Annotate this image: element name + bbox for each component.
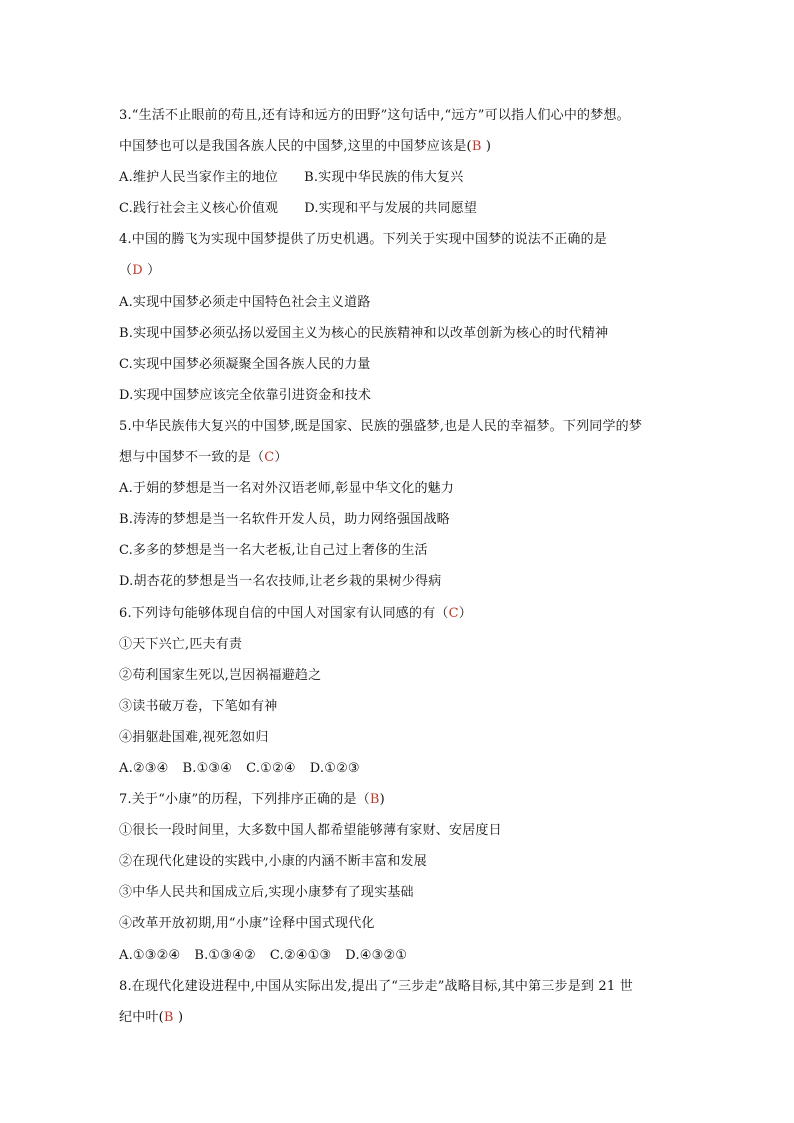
q4-option-b: B.实现中国梦必须弘扬以爱国主义为核心的民族精神和以改革创新为核心的时代精神 <box>119 325 609 341</box>
q7-answer: B <box>369 792 380 808</box>
q5-close-paren: ） <box>274 450 288 466</box>
q5-option-c: C.多多的梦想是当一名大老板,让自己过上奢侈的生活 <box>119 543 428 559</box>
q6-stem-text: 6.下列诗句能够体现自信的中国人对国家有认同感的有（ <box>119 605 449 621</box>
q6-item-3: ③读书破万卷，下笔如有神 <box>119 698 278 714</box>
q4-answer: D <box>132 263 143 279</box>
q4-stem-line1: 4.中国的腾飞为实现中国梦提供了历史机遇。下列关于实现中国梦的说法不正确的是 <box>119 232 608 248</box>
q3-close-paren: ) <box>481 139 492 155</box>
q7-options-row <box>119 940 681 971</box>
q4-option-d: D.实现中国梦应该完全依靠引进资金和技术 <box>119 387 372 403</box>
q6-option-a: A.②③④ <box>119 760 169 776</box>
q8-stem-line1: 8.在现代化建设进程中,中国从实际出发,提出了“三步走”战略目标,其中第三步是到 21 世 <box>119 978 633 994</box>
q3-stem-line2 <box>119 131 681 162</box>
q7-item-3: ③中华人民共和国成立后,实现小康梦有了现实基础 <box>119 885 414 901</box>
q4-close-paren: ） <box>142 263 161 279</box>
q6-option-c: C.①②④ <box>246 760 296 776</box>
q7-stem-text: 7.关于“小康”的历程，下列排序正确的是（ <box>119 792 370 808</box>
q8-answer: B <box>163 1009 174 1025</box>
q7-option-b: B.①③④② <box>194 947 256 963</box>
q6-stem-line1 <box>119 598 681 629</box>
q5-stem-line1: 5.中华民族伟大复兴的中国梦,既是国家、民族的强盛梦,也是人民的幸福梦。下列同学的梦 <box>119 418 643 434</box>
q5-answer: C <box>264 450 275 466</box>
q3-options-row2 <box>119 193 681 224</box>
question-list <box>119 100 681 1033</box>
q3-stem-line1: 3.“生活不止眼前的苟且,还有诗和远方的田野”这句话中,“远方”可以指人们心中的梦想。 <box>119 108 630 123</box>
q7-item-4: ④改革开放初期,用“小康”诠释中国式现代化 <box>119 916 375 932</box>
q3-option-a: A.维护人民当家作主的地位 <box>119 170 279 186</box>
q7-close-paren: ) <box>379 792 385 808</box>
q8-close-paren: ) <box>173 1009 184 1025</box>
q6-item-4: ④捐躯赴国难,视死忽如归 <box>119 729 269 745</box>
q5-stem-text: 想与中国梦不一致的是（ <box>119 450 265 466</box>
q5-option-b: B.涛涛的梦想是当一名软件开发人员，助力网络强国战略 <box>119 512 450 528</box>
q6-item-2: ②苟利国家生死以,岂因祸福避趋之 <box>119 667 322 683</box>
q3-options-row1 <box>119 162 681 193</box>
q3-option-b: B.实现中华民族的伟大复兴 <box>304 170 464 186</box>
q8-stem-line2 <box>119 1002 681 1033</box>
q5-option-d: D.胡杏花的梦想是当一名农技师,让老乡栽的果树少得病 <box>119 574 442 590</box>
q7-option-c: C.②④①③ <box>269 947 332 963</box>
q5-option-a: A.于娟的梦想是当一名对外汉语老师,彰显中华文化的魅力 <box>119 481 455 497</box>
q3-option-d: D.实现和平与发展的共同愿望 <box>304 201 478 217</box>
q3-option-c: C.践行社会主义核心价值观 <box>119 201 279 217</box>
q6-options-row <box>119 753 681 784</box>
q3-stem-text: 中国梦也可以是我国各族人民的中国梦,这里的中国梦应该是( <box>119 139 472 155</box>
q8-stem-text: 纪中叶( <box>119 1009 164 1025</box>
q6-answer: C <box>448 605 459 621</box>
q7-option-d: D.④③②① <box>345 947 408 963</box>
q7-stem-line1 <box>119 784 681 815</box>
q5-stem-line2 <box>119 442 681 473</box>
q7-item-1: ①很长一段时间里，大多数中国人都希望能够薄有家财、安居度日 <box>119 823 502 839</box>
q6-close-paren: ） <box>458 605 472 621</box>
q6-option-d: D.①②③ <box>309 760 360 776</box>
q3-answer: B <box>471 139 482 155</box>
q4-option-c: C.实现中国梦必须凝聚全国各族人民的力量 <box>119 356 371 372</box>
q7-option-a: A.①③②④ <box>119 947 181 963</box>
q7-item-2: ②在现代化建设的实践中,小康的内涵不断丰富和发展 <box>119 854 427 870</box>
q4-option-a: A.实现中国梦必须走中国特色社会主义道路 <box>119 294 371 310</box>
q6-option-b: B.①③④ <box>182 760 233 776</box>
q4-open-paren: （ <box>119 263 133 279</box>
q4-stem-line2 <box>119 255 681 286</box>
q6-item-1: ①天下兴亡,匹夫有责 <box>119 636 243 652</box>
